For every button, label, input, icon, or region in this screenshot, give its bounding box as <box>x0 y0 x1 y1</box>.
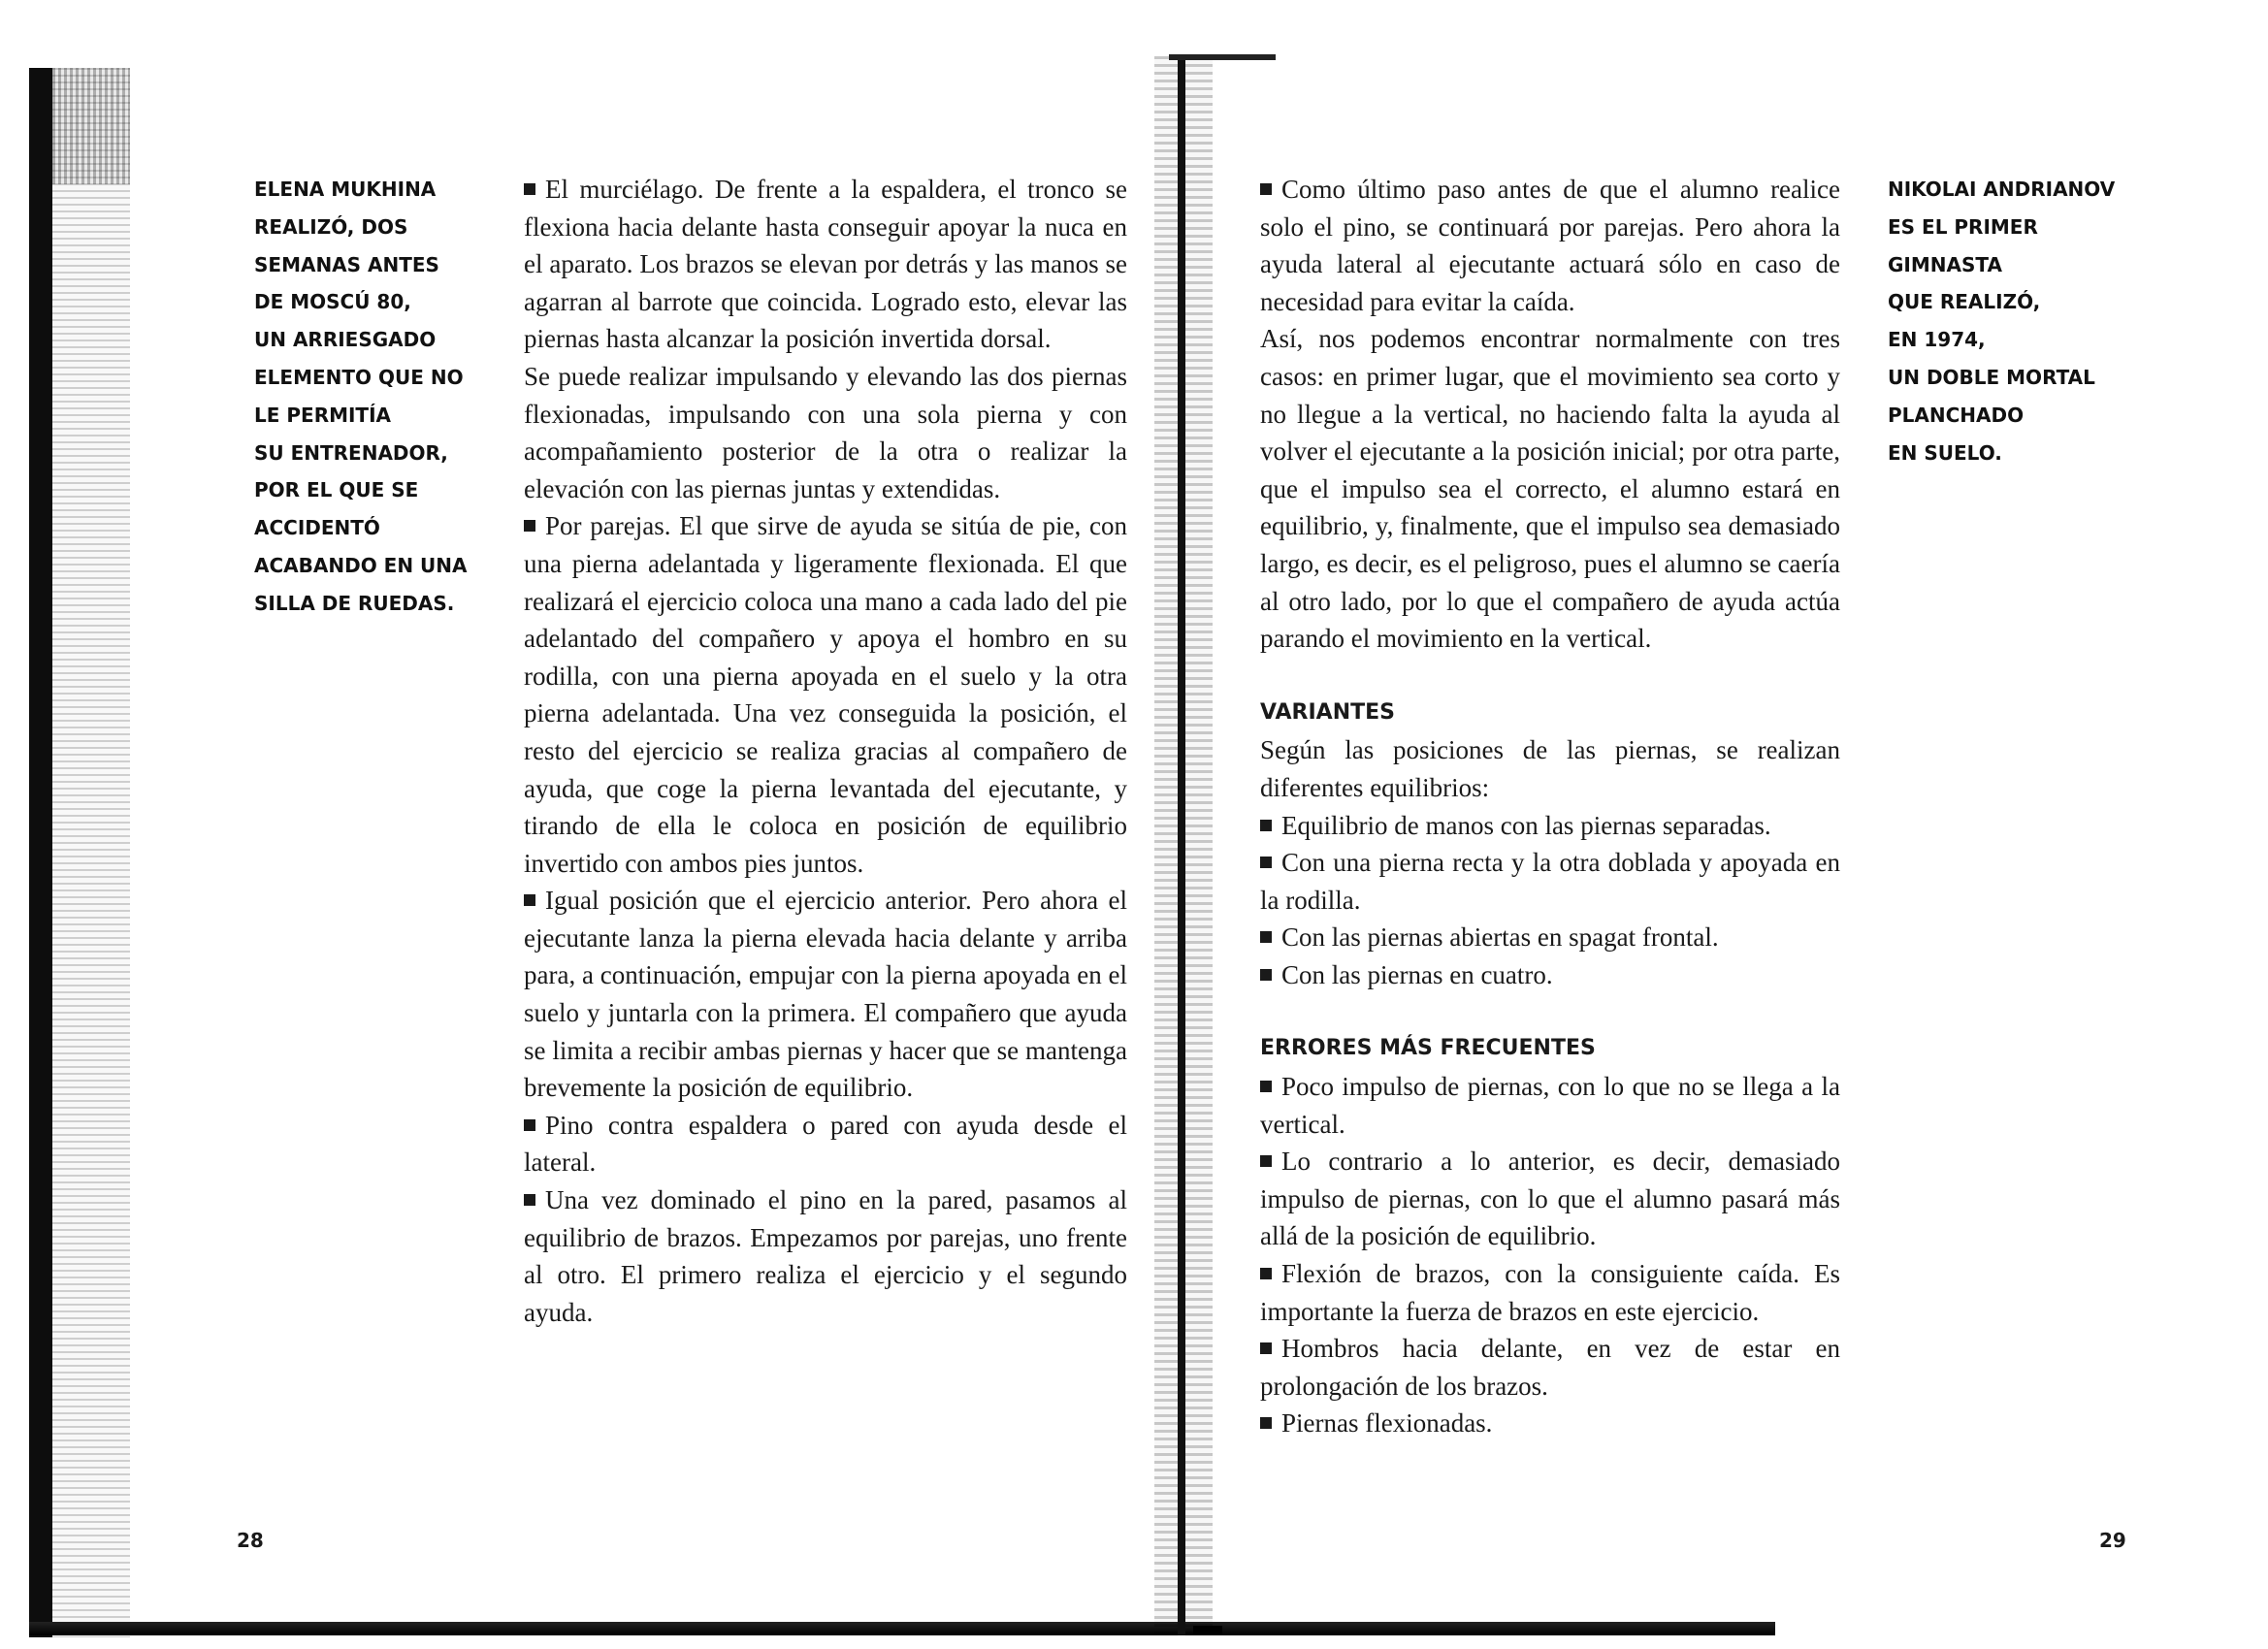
list-item-text: Con las piernas abiertas en spagat frontal. <box>1281 922 1719 953</box>
sidebar-line: NIKOLAI ANDRIANOV <box>1888 178 2116 201</box>
sidebar-line: POR EL QUE SE <box>254 478 419 502</box>
left-page-body <box>524 171 1127 1331</box>
list-item-text: Lo contrario a lo anterior, es decir, demasiado impulso de piernas, con lo que el alumno pasará más allá de la posición de equilibrio. <box>1260 1147 1840 1251</box>
list-item <box>1260 919 1840 956</box>
bullet-square-icon <box>524 894 535 906</box>
sidebar-line: ES EL PRIMER <box>1888 214 2038 239</box>
paragraph <box>524 882 1127 1107</box>
list-item-text: Equilibrio de manos con las piernas separadas. <box>1281 810 1771 840</box>
list-item-text: Poco impulso de piernas, con lo que no se llega a la vertical. <box>1260 1072 1840 1139</box>
book-gutter-top <box>1169 54 1276 60</box>
bullet-square-icon <box>524 1119 535 1131</box>
sidebar-line: PLANCHADO <box>1888 403 2025 427</box>
paragraph-text: Como último paso antes de que el alumno realice solo el pino, se continuará por parejas. Pero ahora la ayuda lateral al ejecutante actuará sólo en caso de necesidad para evitar la caída. <box>1260 175 1840 316</box>
paragraph-text: Una vez dominado el pino en la pared, pasamos al equilibrio de brazos. Empezamos por parejas, uno frente al otro. El primero realiza el ejercicio y el segundo ayuda. <box>524 1185 1127 1327</box>
list-item <box>1260 1143 1840 1255</box>
paragraph-text: Igual posición que el ejercicio anterior. Pero ahora el ejecutante lanza la pierna elevada hacia delante y arriba para, a continuación, empujar con la pierna apoyada en el suelo y juntarla con la primera. El compañero que ayuda se limita a recibir ambas piernas y hacer que se mantenga brevemente la posición de equilibrio. <box>524 886 1127 1103</box>
sidebar-line: REALIZÓ, DOS <box>254 214 408 239</box>
sidebar-line: GIMNASTA <box>1888 252 2002 276</box>
page-number: 28 <box>237 1529 264 1552</box>
paragraph <box>1260 171 1840 320</box>
sidebar-line: SILLA DE RUEDAS. <box>254 591 455 615</box>
list-item <box>1260 956 1840 994</box>
bullet-square-icon <box>1260 1417 1272 1429</box>
scan-shadow-left <box>29 68 52 1637</box>
list-item <box>1260 1255 1840 1330</box>
bullet-square-icon <box>1260 1268 1272 1279</box>
sidebar-line: QUE REALIZÓ, <box>1888 290 2041 314</box>
paragraph <box>1260 320 1840 657</box>
sidebar-line: UN ARRIESGADO <box>254 328 437 352</box>
paragraph-text: Así, nos podemos encontrar normalmente con tres casos: en primer lugar, que el movimiento sea corto y no llegue a la vertical, no haciendo falta la ayuda al volver el ejecutante a la posición inicial; por otra parte, que el impulso sea el correcto, el alumno estará en equilibrio, y, finalmente, que el impulso sea demasiado largo, es decir, es el peligroso, pues el alumno se caería al otro lado, por lo que el compañero de ayuda actúa parando el movimiento en la vertical. <box>1260 324 1840 654</box>
paragraph-text: El murciélago. De frente a la espaldera, el tronco se flexiona hacia delante hasta conseguir apoyar la nuca en el aparato. Los brazos se elevan por detrás y las manos se agarran al barrote que coincida. Logrado esto, elevar las piernas hasta alcanzar la posición invertida dorsal. <box>524 175 1127 354</box>
sidebar-line: ELEMENTO QUE NO <box>254 365 464 389</box>
list-item <box>1260 1405 1840 1442</box>
book-gutter-line <box>1178 56 1185 1635</box>
sidebar-line: SEMANAS ANTES <box>254 252 439 276</box>
bullet-square-icon <box>1260 1155 1272 1167</box>
bullet-square-icon <box>1260 969 1272 981</box>
scan-noise-top-left <box>52 68 130 184</box>
paragraph-text: Por parejas. El que sirve de ayuda se sitúa de pie, con una pierna adelantada y ligeramente flexionada. El que realizará el ejercicio coloca una mano a cada lado del pie adelantado del compañero y apoya el hombro en su rodilla, con una pierna apoyada en el suelo y la otra pierna adelantada. Una vez conseguida la posición, el resto del ejercicio se realiza gracias al compañero de ayuda, que coge la pierna levantada del ejecutante, y tirando de ella le coloca en posición de equilibrio invertido con ambos pies juntos. <box>524 511 1127 878</box>
bullet-square-icon <box>1260 931 1272 943</box>
sidebar-line: ACABANDO EN UNA <box>254 553 468 577</box>
list-item-text: Con una pierna recta y la otra doblada y apoyada en la rodilla. <box>1260 848 1840 915</box>
paragraph-text: Según las posiciones de las piernas, se realizan diferentes equilibrios: <box>1260 735 1840 802</box>
scan-shadow-bottom <box>29 1622 1775 1635</box>
right-page-body <box>1260 171 1840 1442</box>
list-item <box>1260 844 1840 919</box>
paragraph-text: Pino contra espaldera o pared con ayuda desde el lateral. <box>524 1110 1127 1178</box>
section-heading-errors: ERRORES MÁS FRECUENTES <box>1260 1036 1596 1061</box>
bullet-square-icon <box>524 183 535 195</box>
right-sidebar-quote <box>1888 171 2115 471</box>
bullet-square-icon <box>1260 183 1272 195</box>
paragraph <box>524 1107 1127 1181</box>
paragraph-text: Se puede realizar impulsando y elevando las dos piernas flexionadas, impulsando con una sola pierna y con acompañamiento posterior de la otra o realizar la elevación con las piernas juntas y extendidas. <box>524 361 1127 503</box>
left-sidebar-quote <box>254 171 467 623</box>
sidebar-line: DE MOSCÚ 80, <box>254 290 411 314</box>
sidebar-line: ACCIDENTÓ <box>254 516 380 540</box>
list-item-text: Flexión de brazos, con la consiguiente caída. Es importante la fuerza de brazos en este ejercicio. <box>1260 1259 1840 1326</box>
sidebar-line: EN SUELO. <box>1888 440 2002 465</box>
section-heading-variants: VARIANTES <box>1260 699 1396 725</box>
list-item <box>1260 1068 1840 1143</box>
bullet-square-icon <box>1260 820 1272 831</box>
bullet-square-icon <box>524 1194 535 1206</box>
list-item <box>1260 807 1840 845</box>
paragraph <box>1260 731 1840 806</box>
scan-noise-left <box>52 68 130 1637</box>
bullet-square-icon <box>524 520 535 532</box>
paragraph <box>524 1181 1127 1331</box>
paragraph <box>524 358 1127 507</box>
page-number: 29 <box>2099 1529 2126 1552</box>
sidebar-line: SU ENTRENADOR, <box>254 440 448 465</box>
bullet-square-icon <box>1260 1081 1272 1092</box>
paragraph <box>524 507 1127 882</box>
sidebar-line: LE PERMITÍA <box>254 403 391 427</box>
list-item <box>1260 1330 1840 1405</box>
list-item-text: Hombros hacia delante, en vez de estar en prolongación de los brazos. <box>1260 1334 1840 1401</box>
sidebar-line: UN DOBLE MORTAL <box>1888 365 2095 389</box>
paragraph <box>524 171 1127 358</box>
sidebar-line: ELENA MUKHINA <box>254 178 437 201</box>
list-item-text: Con las piernas en cuatro. <box>1281 959 1553 989</box>
bullet-square-icon <box>1260 857 1272 868</box>
sidebar-line: EN 1974, <box>1888 328 1986 352</box>
bullet-square-icon <box>1260 1342 1272 1354</box>
list-item-text: Piernas flexionadas. <box>1281 1408 1493 1439</box>
